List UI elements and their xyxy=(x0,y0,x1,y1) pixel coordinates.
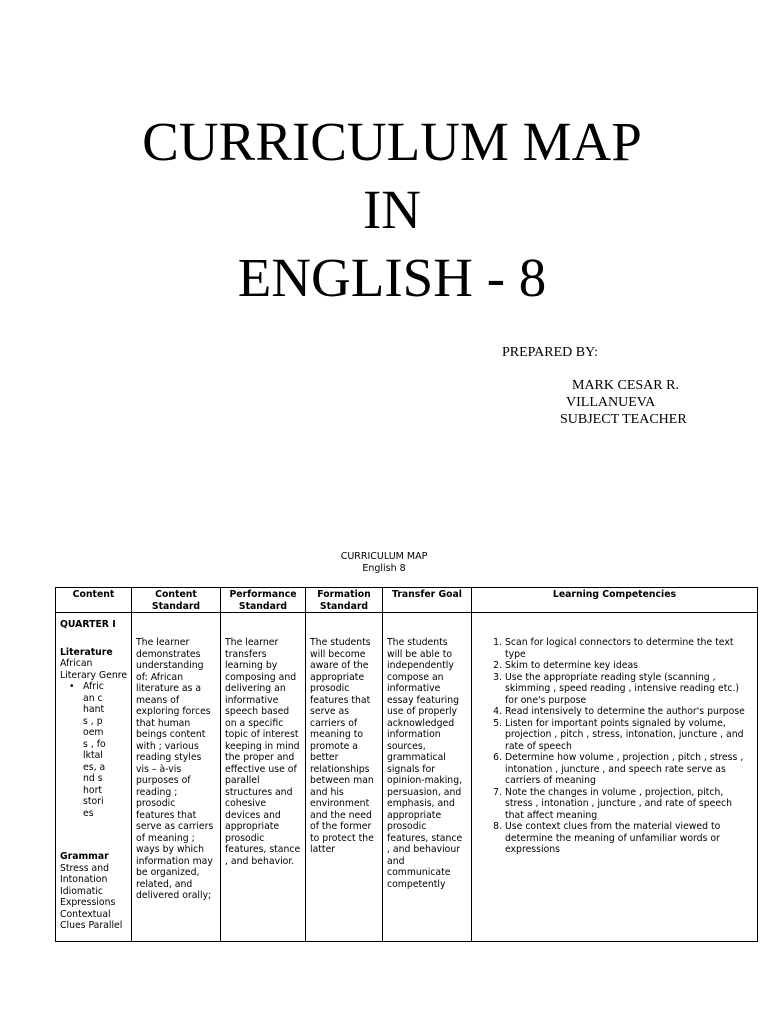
content-cell xyxy=(56,613,132,942)
learning-competencies-cell xyxy=(472,613,758,942)
transfer-goal-text: The students will be able to independently compose an informative essay featuring use of properly acknowledged information sources, grammatical signals for opinion-making, persuasion, and emphasis, and appropriate prosodic features, stance , and behaviour and communicate competently xyxy=(387,637,463,890)
list-item: 5. Listen for important points signaled by volume, projection , pitch , stress, intonation, juncture , and rate of speech xyxy=(505,718,751,753)
transfer-goal-cell xyxy=(383,613,472,942)
document-title xyxy=(0,108,768,312)
header-content-standard: Content Standard xyxy=(132,588,221,613)
quarter-label: QUARTER I xyxy=(60,619,116,630)
content-standard-text: The learner demonstrates understanding of: African literature as a means of exploring forces that human beings content with ; various reading styles vis – à-vis purposes of reading ; prosodic features that serve as carriers of meaning ; ways by which information may be organized, related, and delivered orally; xyxy=(136,637,214,901)
table-row xyxy=(56,613,758,942)
header-transfer-goal: Transfer Goal xyxy=(383,588,472,613)
list-item: 8. Use context clues from the material viewed to determine the meaning of unfamiliar words or expressions xyxy=(505,821,751,856)
header-performance-standard: Performance Standard xyxy=(221,588,306,613)
list-item: 3. Use the appropriate reading style (scanning , skimming , speed reading , intensive reading etc.) for one's purpose xyxy=(505,672,751,707)
table-header-row xyxy=(56,588,758,613)
list-item: 4. Read intensively to determine the author's purpose xyxy=(505,706,751,718)
content-standard-cell xyxy=(132,613,221,942)
bullet-icon: • xyxy=(69,681,75,692)
performance-standard-text: The learner transfers learning by composing and delivering an informative speech based on a specific topic of interest keeping in mind the proper and effective use of parallel structures and cohesive devices and appropriate prosodic features, stance , and behavior. xyxy=(225,637,301,867)
header-formation-standard: Formation Standard xyxy=(306,588,383,613)
caption-line-2: English 8 xyxy=(362,563,406,574)
list-item: 7. Note the changes in volume , projection, pitch, stress , intonation , juncture , and rate of speech that affect meaning xyxy=(505,787,751,822)
grammar-items: Stress and Intonation Idiomatic Expressions Contextual Clues Parallel xyxy=(60,862,123,931)
list-item: 1. Scan for logical connectors to determine the text type xyxy=(505,637,751,660)
title-line-1: CURRICULUM MAP xyxy=(142,111,642,172)
list-item: 6. Determine how volume , projection , pitch , stress , intonation , juncture , and speech rate serve as carriers of meaning xyxy=(505,752,751,787)
formation-standard-text: The students will become aware of the appropriate prosodic features that serve as carriers of meaning to promote a better relationships between man and his environment and the need of the former to protect the latter xyxy=(310,637,374,855)
literature-items: African Literary Genre xyxy=(60,658,128,681)
prepared-by-label: PREPARED BY: xyxy=(502,345,598,360)
caption-line-1: CURRICULUM MAP xyxy=(340,551,428,562)
title-line-2: IN xyxy=(362,179,422,240)
genre-bullet-text: African chants , poems , folktales, and short stories xyxy=(83,681,106,819)
list-item: 2. Skim to determine key ideas xyxy=(505,660,751,672)
formation-standard-cell xyxy=(306,613,383,942)
table-caption xyxy=(0,551,768,575)
author-role: SUBJECT TEACHER xyxy=(560,412,687,427)
title-line-3: ENGLISH - 8 xyxy=(237,247,547,308)
literature-heading: Literature xyxy=(60,646,113,658)
competencies-list xyxy=(472,637,757,856)
author-name-line-1: MARK CESAR R. xyxy=(572,378,679,393)
grammar-heading: Grammar xyxy=(60,851,109,862)
author-name-line-2: VILLANUEVA xyxy=(566,395,656,410)
genre-bullet xyxy=(60,681,128,819)
header-learning-competencies: Learning Competencies xyxy=(472,588,758,613)
performance-standard-cell xyxy=(221,613,306,942)
header-content: Content xyxy=(56,588,132,613)
curriculum-table xyxy=(55,587,758,942)
